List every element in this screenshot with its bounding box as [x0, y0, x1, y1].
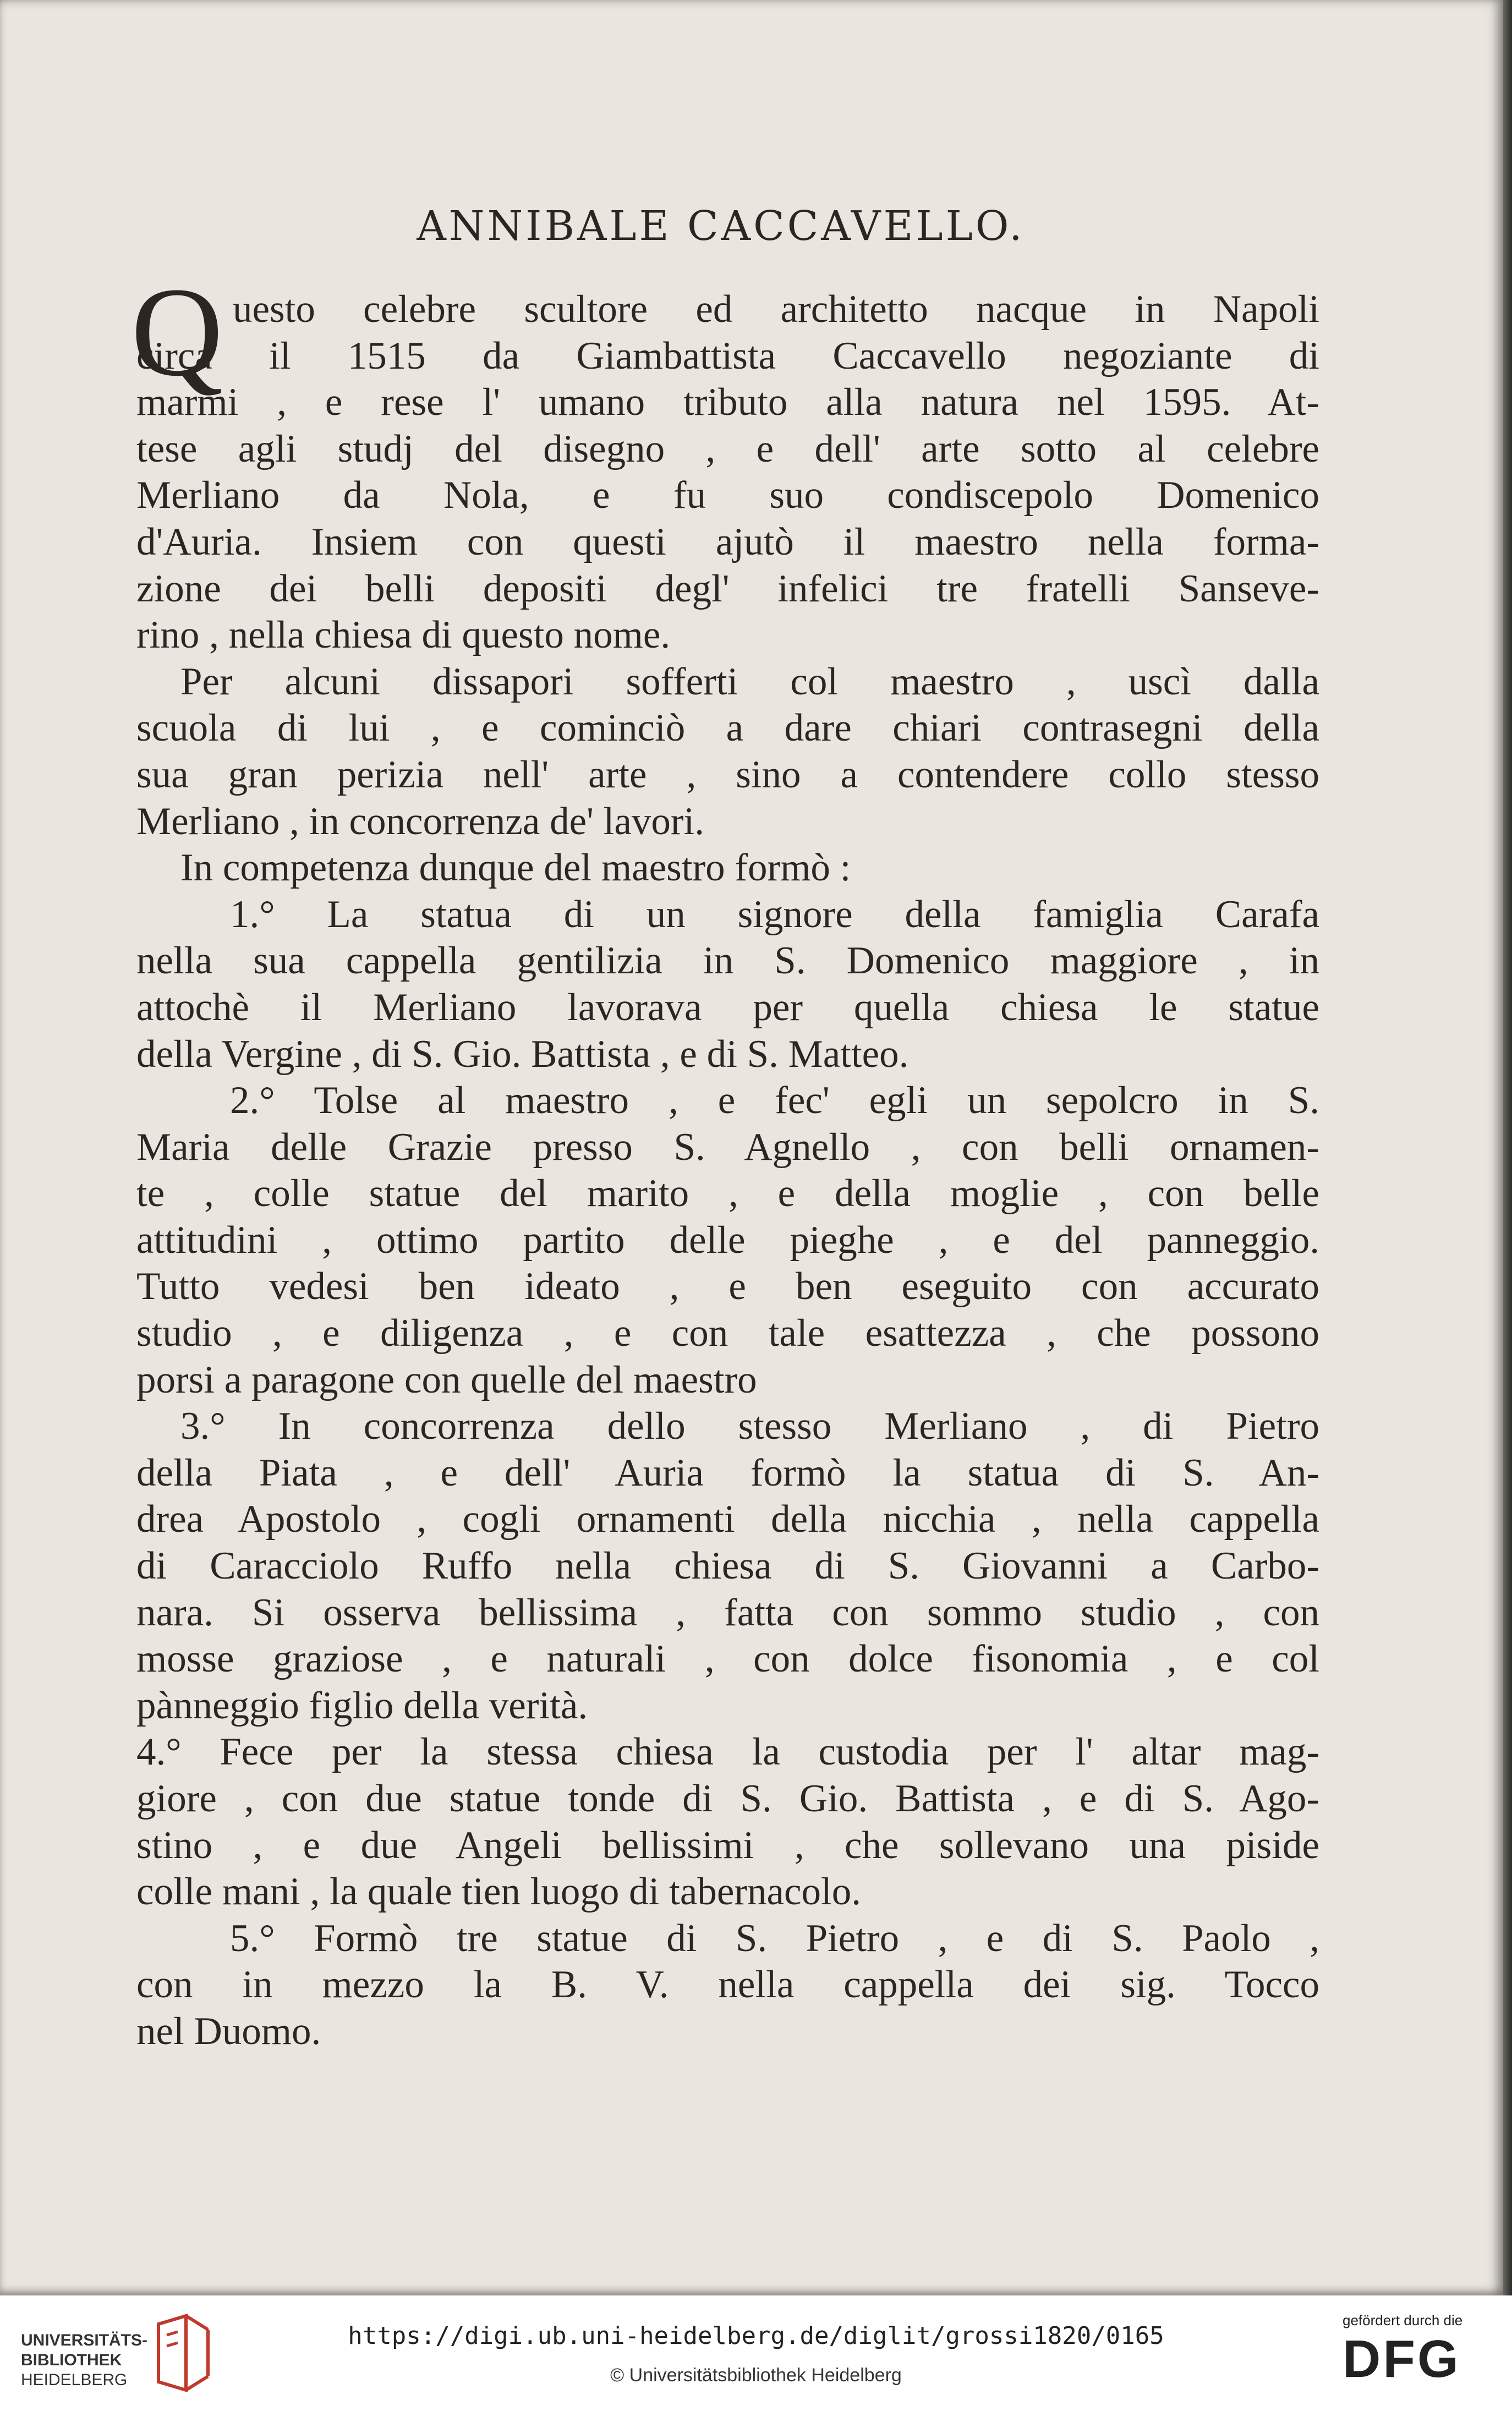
text-line: Tutto vedesi ben ideato , e ben eseguito con accurato — [136, 1265, 1319, 1308]
text-line: studio , e diligenza , e con tale esattezza , che possono — [136, 1312, 1319, 1355]
text-line: Maria delle Grazie presso S. Agnello , con belli ornamen- — [136, 1125, 1319, 1169]
library-name-line2: BIBLIOTHEK — [21, 2351, 122, 2369]
text-line: mosse graziose , e naturali , con dolce fisonomia , e col — [136, 1637, 1319, 1681]
text-line: marmi , e rese l' umano tributo alla natura nel 1595. At- — [136, 381, 1319, 424]
funding-caption: gefördert durch die — [1343, 2312, 1463, 2328]
dfg-logo[interactable] — [1343, 2312, 1497, 2390]
text-line: d'Auria. Insiem con questi ajutò il maestro nella forma- — [136, 520, 1319, 563]
text-line: con in mezzo la B. V. nella cappella dei sig. Tocco — [136, 1963, 1319, 2007]
viewer-footer — [0, 2295, 1512, 2411]
text-line: pànneggio figlio della verità. — [136, 1684, 588, 1727]
text-line: scuola di lui , e cominciò a dare chiari contrasegni della — [136, 706, 1319, 750]
text-line: 1.° La statua di un signore della famiglia Carafa — [230, 892, 1319, 936]
text-line: te , colle statue del marito , e della moglie , con belle — [136, 1172, 1319, 1215]
library-name-line3: HEIDELBERG — [21, 2371, 128, 2389]
text-line: Per alcuni dissapori sofferti col maestro , uscì dalla — [180, 660, 1319, 703]
text-line: tese agli studj del disegno , e dell' arte sotto al celebre — [136, 427, 1319, 470]
text-line: zione dei belli depositi degl' infelici tre fratelli Sanseve- — [136, 567, 1319, 610]
library-name-line1: UNIVERSITÄTS- — [21, 2331, 148, 2349]
body-text — [131, 261, 1319, 2055]
dfg-wordmark: DFG — [1343, 2330, 1461, 2388]
text-line: stino , e due Angeli bellissimi , che sollevano una piside — [136, 1823, 1319, 1867]
text-line: giore , con due statue tonde di S. Gio. Battista , e di S. Ago- — [136, 1777, 1319, 1820]
text-line: porsi a paragone con quelle del maestro — [136, 1358, 757, 1401]
text-line: colle mani , la quale tien luogo di tabernacolo. — [136, 1870, 862, 1914]
text-line: 2.° Tolse al maestro , e fec' egli un sepolcro in S. — [230, 1079, 1319, 1122]
text-line: nel Duomo. — [136, 2009, 321, 2053]
text-lines — [136, 286, 1319, 2055]
text-line: Merliano da Nola, e fu suo condiscepolo Domenico — [136, 474, 1319, 517]
text-line: della Vergine , di S. Gio. Battista , e di S. Matteo. — [136, 1032, 909, 1076]
text-line: Merliano , in concorrenza de' lavori. — [136, 799, 704, 843]
permalink-url[interactable]: https://digi.ub.uni-heidelberg.de/diglit/grossi1820/0165 — [348, 2322, 1164, 2350]
text-line: della Piata , e dell' Auria formò la statua di S. An- — [136, 1451, 1319, 1494]
chapter-title: ANNIBALE CACCAVELLO. — [417, 202, 1025, 250]
text-line: circa il 1515 da Giambattista Caccavello negoziante di — [136, 334, 1319, 377]
text-line: 4.° Fece per la stessa chiesa la custodia per l' altar mag- — [136, 1730, 1319, 1774]
text-line: nella sua cappella gentilizia in S. Domenico maggiore , in — [136, 939, 1319, 983]
text-line: rino , nella chiesa di questo nome. — [136, 613, 671, 657]
text-line: In competenza dunque del maestro formò : — [180, 846, 851, 890]
text-line: 3.° In concorrenza dello stesso Merliano , di Pietro — [180, 1405, 1319, 1448]
copyright-notice: © Universitätsbibliothek Heidelberg — [610, 2365, 902, 2386]
text-line: attitudini , ottimo partito delle pieghe , e del panneggio. — [136, 1218, 1319, 1262]
text-line: uesto celebre scultore ed architetto nacque in Napoli — [233, 288, 1319, 331]
page-edge — [1503, 0, 1512, 2295]
text-line: sua gran perizia nell' arte , sino a contendere collo stesso — [136, 753, 1319, 796]
text-line: attochè il Merliano lavorava per quella chiesa le statue — [136, 985, 1319, 1029]
text-line: nara. Si osserva bellissima , fatta con sommo studio , con — [136, 1591, 1319, 1634]
text-line: drea Apostolo , cogli ornamenti della nicchia , nella cappella — [136, 1498, 1319, 1541]
text-line: di Caracciolo Ruffo nella chiesa di S. Giovanni a Carbo- — [136, 1544, 1319, 1588]
drop-cap: Q — [131, 261, 223, 403]
text-line: 5.° Formò tre statue di S. Pietro , e di S. Paolo , — [230, 1916, 1319, 1960]
